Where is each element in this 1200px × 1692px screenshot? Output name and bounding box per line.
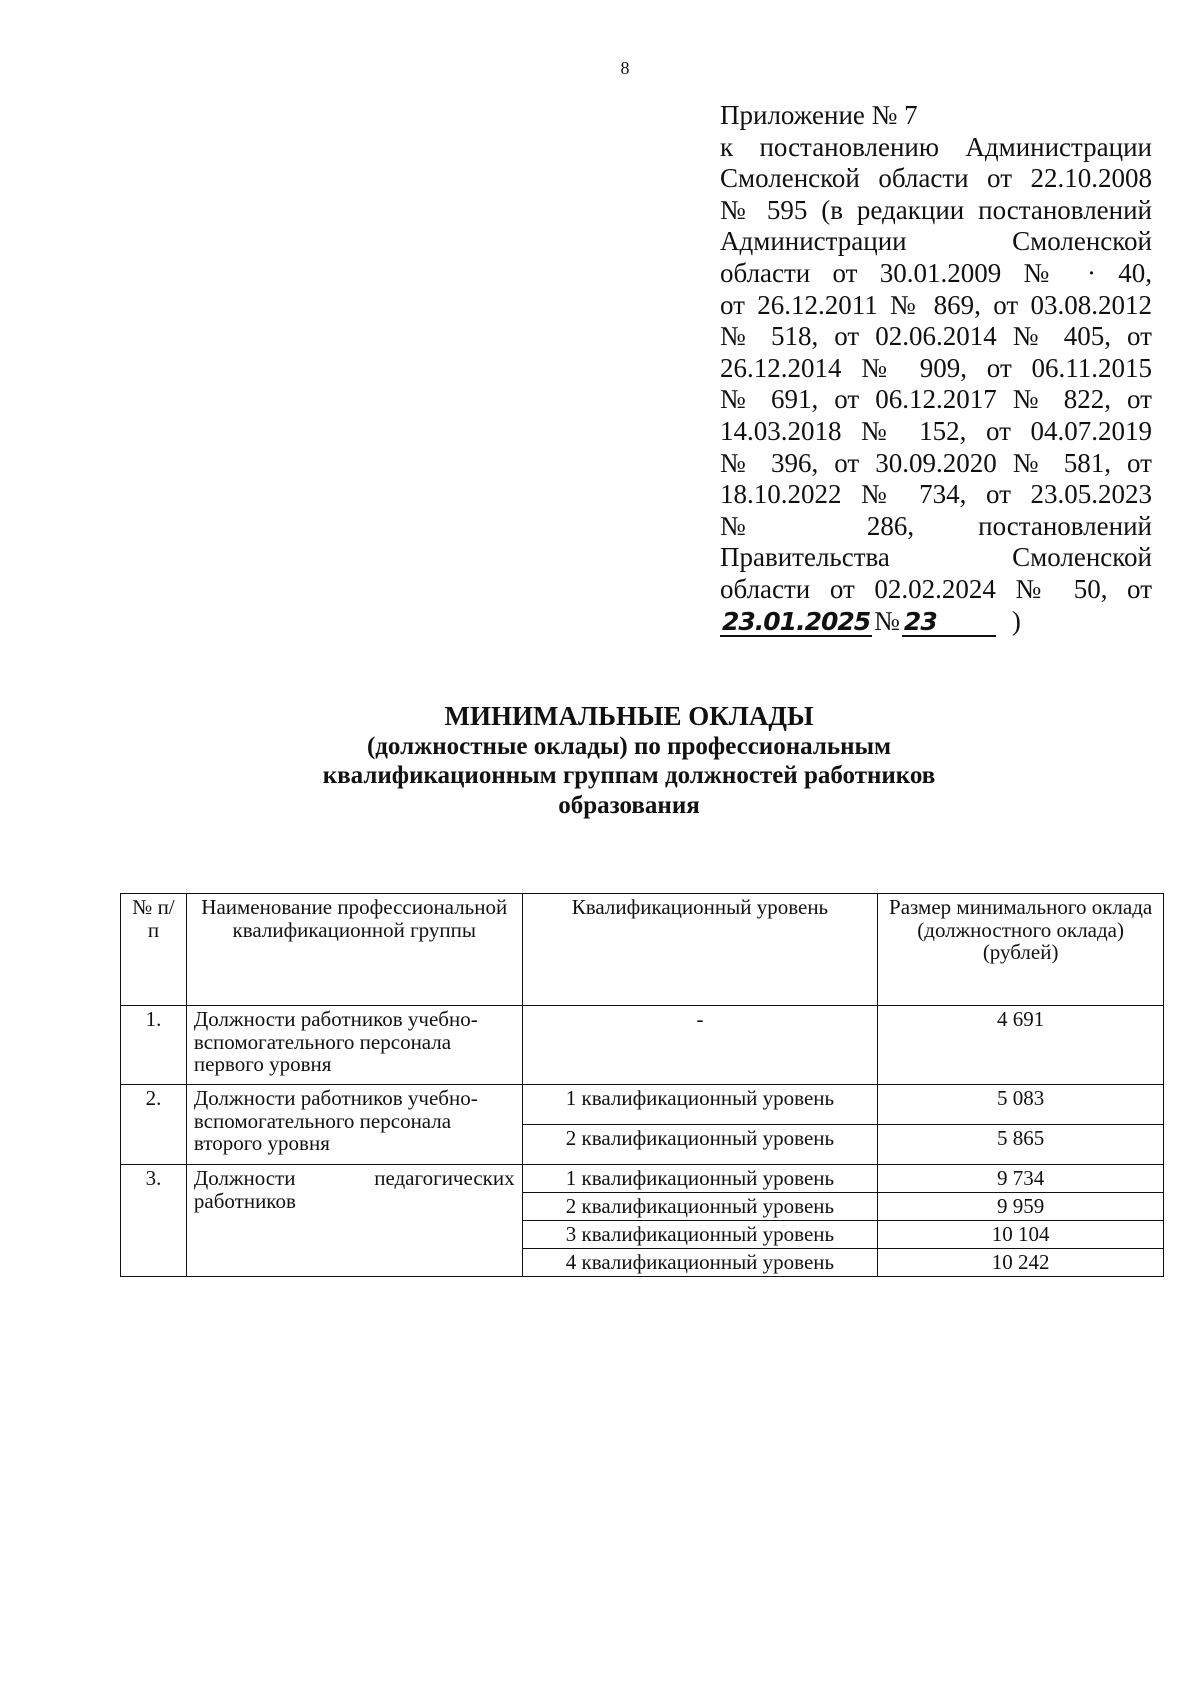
- title-line-2: (должностные оклады) по профессиональным: [366, 732, 892, 760]
- handwritten-date: 23.01.2025: [722, 607, 871, 637]
- appendix-line: Администрации Смоленской: [720, 226, 1152, 257]
- row-salary: 10 242: [878, 1249, 1164, 1277]
- row-level: 2 квалификационный уровень: [522, 1193, 878, 1221]
- appendix-line: Правительства Смоленской: [720, 542, 1152, 573]
- table-row: [121, 1165, 1164, 1193]
- row-group-part: Должности педагогических: [193, 1166, 515, 1190]
- title-line-1: МИНИМАЛЬНЫЕ ОКЛАДЫ: [444, 701, 814, 731]
- appendix-line: № 286, постановлений: [720, 510, 1152, 541]
- appendix-line: области от 30.01.2009 № · 40,: [720, 257, 1152, 288]
- appendix-line: № 691, от 06.12.2017 № 822, от: [720, 384, 1152, 415]
- appendix-line: Приложение № 7: [720, 100, 918, 130]
- page-number: 8: [620, 58, 630, 78]
- handwritten-number: 23: [902, 609, 996, 637]
- title-line-3: квалификационным группам должностей работников: [322, 762, 936, 790]
- row-salary: 5 865: [878, 1125, 1164, 1165]
- appendix-line: 14.03.2018 № 152, от 04.07.2019: [720, 415, 1152, 446]
- row-level: 1 квалификационный уровень: [522, 1085, 878, 1125]
- appendix-line: к постановлению Администрации: [720, 131, 1152, 162]
- appendix-line: № 595 (в редакции постановлений: [720, 194, 1152, 225]
- document-title: [0, 702, 1200, 820]
- appendix-line: Смоленской области от 22.10.2008: [720, 163, 1152, 194]
- row-salary: 9 734: [878, 1165, 1164, 1193]
- table-header-row: [121, 894, 1164, 1006]
- table-row: [121, 1085, 1164, 1125]
- salary-table: [120, 893, 1164, 1277]
- row-num: 2.: [121, 1085, 187, 1165]
- appendix-line: 18.10.2022 № 734, от 23.05.2023: [720, 479, 1152, 510]
- header-salary: Размер минимального оклада (должностного оклада) (рублей): [878, 894, 1164, 1006]
- table-row: [121, 1006, 1164, 1085]
- row-num: 3.: [121, 1165, 187, 1277]
- row-num: 1.: [121, 1006, 187, 1085]
- appendix-line: № 518, от 02.06.2014 № 405, от: [720, 321, 1152, 352]
- appendix-block: [720, 100, 1152, 637]
- row-salary: 9 959: [878, 1193, 1164, 1221]
- header-level: Квалификационный уровень: [522, 894, 878, 1006]
- closing-paren: ): [1011, 605, 1021, 636]
- number-label: №: [874, 605, 900, 636]
- row-level: -: [522, 1006, 878, 1085]
- appendix-line: от 26.12.2011 № 869, от 03.08.2012: [720, 289, 1152, 320]
- row-salary: 5 083: [878, 1085, 1164, 1125]
- row-group-part: работников: [193, 1188, 296, 1213]
- header-num: № п/п: [121, 894, 187, 1006]
- row-group: Должности работников учебно-вспомогательного персонала второго уровня: [186, 1085, 522, 1165]
- row-group: [186, 1165, 522, 1277]
- row-level: 4 квалификационный уровень: [522, 1249, 878, 1277]
- appendix-line: № 396, от 30.09.2020 № 581, от: [720, 447, 1152, 478]
- row-salary: 10 104: [878, 1221, 1164, 1249]
- row-salary: 4 691: [878, 1006, 1164, 1085]
- row-level: 1 квалификационный уровень: [522, 1165, 878, 1193]
- appendix-line: 26.12.2014 № 909, от 06.11.2015: [720, 352, 1152, 383]
- appendix-line: области от 02.02.2024 № 50, от: [720, 573, 1152, 604]
- row-level: 2 квалификационный уровень: [522, 1125, 878, 1165]
- title-line-4: образования: [558, 791, 700, 819]
- row-group: Должности работников учебно-вспомогательного персонала первого уровня: [186, 1006, 522, 1085]
- header-group: Наименование профессиональной квалификационной группы: [186, 894, 522, 1006]
- row-level: 3 квалификационный уровень: [522, 1221, 878, 1249]
- appendix-last-line: [720, 606, 1152, 638]
